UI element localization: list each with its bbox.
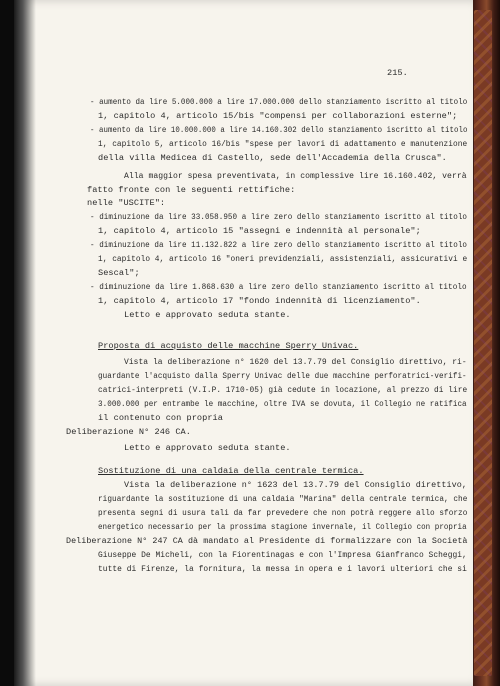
text-line: 1, capitolo 4, articolo 15/bis "compensi per collaborazioni esterne"; xyxy=(98,111,458,121)
deliberation-number: Deliberazione N° 246 CA. xyxy=(66,427,191,437)
text-line: - aumento da lire 5.000.000 a lire 17.000.000 dello stanziamento iscritto al titolo xyxy=(90,97,468,107)
text-line: nelle "USCITE": xyxy=(87,198,166,208)
marbled-page-edge xyxy=(474,10,492,676)
text-line: riguardante la sostituzione di una caldaia "Marina" della centrale termica, che xyxy=(98,494,468,504)
text-line: - diminuzione da lire 11.132.822 a lire zero dello stanziamento iscritto al titolo xyxy=(90,240,468,250)
document-page xyxy=(14,0,473,686)
text-line: - diminuzione da lire 1.868.630 a lire zero dello stanziamento iscritto al titolo xyxy=(90,282,467,292)
text-line: 3.000.000 per entrambe le macchine, oltre IVA se dovuta, il Collegio ne ratifica xyxy=(98,399,467,409)
text-line: - diminuzione da lire 33.058.950 a lire zero dello stanziamento iscritto al titolo xyxy=(90,212,468,222)
text-line: Vista la deliberazione n° 1620 del 13.7.79 del Consiglio direttivo, ri- xyxy=(124,357,467,367)
text-line: energetico necessario per la prossima stagione invernale, il Collegio con propria xyxy=(98,522,467,532)
text-line: 1, capitolo 4, articolo 15 "assegni e indennità al personale"; xyxy=(98,226,421,236)
page-text xyxy=(14,0,473,686)
text-line: Letto e approvato seduta stante. xyxy=(124,443,291,453)
text-line: Deliberazione N° 247 CA dà mandato al Presidente di formalizzare con la Società xyxy=(66,536,468,546)
text-line: Letto e approvato seduta stante. xyxy=(124,310,291,320)
text-line: guardante l'acquisto dalla Sperry Univac delle due macchine perforatrici-verifi- xyxy=(98,371,467,381)
text-line: tutte di Firenze, la fornitura, la messa in opera e i lavori ulteriori che si xyxy=(98,564,467,574)
text-line: Alla maggior spesa preventivata, in complessive lire 16.160.402, verrà xyxy=(124,171,467,181)
text-line: il contenuto con propria xyxy=(98,413,223,423)
text-line: Giuseppe De Micheli, con la Fiorentinagas e con l'Impresa Gianfranco Scheggi, xyxy=(98,550,467,560)
text-line: - aumento da lire 10.000.000 a lire 14.160.302 dello stanziamento iscritto al titolo xyxy=(90,125,468,135)
text-line: presenta segni di usura tali da far prevedere che non potrà reggere allo sforzo xyxy=(98,508,468,518)
text-line: 1, capitolo 5, articolo 16/bis "spese per lavori di adattamento e manutenzione xyxy=(98,139,468,149)
text-line: 1, capitolo 4, articolo 17 "fondo indennità di licenziamento". xyxy=(98,296,421,306)
section-heading: Sostituzione di una caldaia della centrale termica. xyxy=(98,466,364,476)
text-line: Sescal"; xyxy=(98,268,140,278)
text-line: 1, capitolo 4, articolo 16 "oneri previdenziali, assistenziali, assicurativi e xyxy=(98,254,468,264)
text-line: della villa Medicea di Castello, sede dell'Accademia della Crusca". xyxy=(98,153,447,163)
text-line: Vista la deliberazione n° 1623 del 13.7.79 del Consiglio direttivo, xyxy=(124,480,467,490)
text-line: catrici-interpreti (V.I.P. 1710-05) già cedute in locazione, al prezzo di lire xyxy=(98,385,468,395)
page-number: 215. xyxy=(387,68,408,78)
text-line: fatto fronte con le seguenti rettifiche: xyxy=(87,185,296,195)
section-heading: Proposta di acquisto delle macchine Sperry Univac. xyxy=(98,341,359,351)
